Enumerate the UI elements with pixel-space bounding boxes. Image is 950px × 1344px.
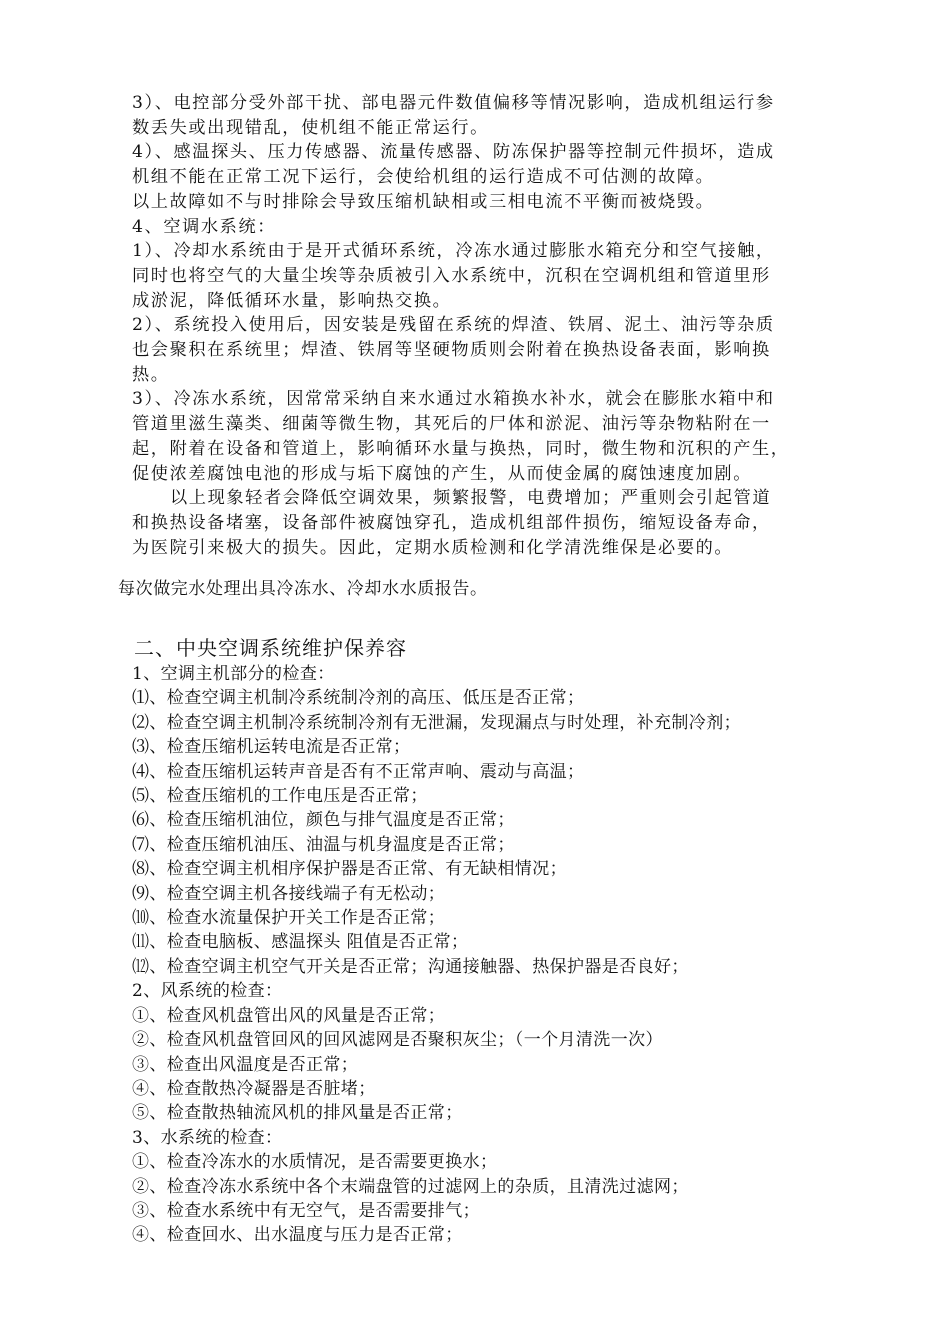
text-line: 促使浓差腐蚀电池的形成与垢下腐蚀的产生，从而使金属的腐蚀速度加剧。 [132, 463, 752, 484]
text-line: 4）、感温探头、压力传感器、流量传感器、防冻保护器等控制元件损坏，造成 [132, 142, 775, 163]
list-item: ①、检查风机盘管出风的风量是否正常； [132, 1005, 446, 1026]
list-item: ⑤、检查散热轴流风机的排风量是否正常； [132, 1103, 463, 1124]
list-item: ⑻、检查空调主机相序保护器是否正常、有无缺相情况； [132, 859, 567, 880]
list-item: ⑵、检查空调主机制冷系统制冷剂有无泄漏，发现漏点与时处理，补充制冷剂； [132, 712, 741, 733]
list-item: ③、检查出风温度是否正常； [132, 1054, 359, 1075]
text-line: 数丢失或出现错乱，使机组不能正常运行。 [132, 117, 489, 138]
text-line: 3）、冷冻水系统，因常常采纳自来水通过水箱换水补水，就会在膨胀水箱中和 [132, 389, 775, 410]
list-item: ⑼、检查空调主机各接线端子有无松动； [132, 883, 446, 904]
subsection-title: 3、水系统的检查： [132, 1127, 283, 1148]
text-line: 为医院引来极大的损失。因此，定期水质检测和化学清洗维保是必要的。 [132, 537, 734, 558]
section2-body [132, 662, 852, 1248]
section-heading: 二、中央空调系统维护保养容 [134, 636, 407, 660]
text-line: 起，附着在设备和管道上，影响循环水量与换热，同时，微生物和沉积的产生， [132, 438, 790, 459]
list-item: ②、检查风机盘管回风的回风滤网是否聚积灰尘；（一个月清洗一次） [132, 1030, 663, 1051]
section1-body [132, 91, 832, 560]
text-line: 成淤泥，降低循环水量，影响热交换。 [132, 290, 452, 311]
text-line: 以上现象轻者会降低空调效果，频繁报警，电费增加；严重则会引起管道 [170, 488, 772, 509]
list-item: ①、检查冷冻水的水质情况，是否需要更换水； [132, 1152, 498, 1173]
list-item: ④、检查回水、出水温度与压力是否正常； [132, 1225, 463, 1246]
list-item: ④、检查散热冷凝器是否脏堵； [132, 1078, 376, 1099]
list-item: ⑾、检查电脑板、感温探头 阻值是否正常； [132, 932, 469, 953]
list-item: ⑺、检查压缩机油压、油温与机身温度是否正常； [132, 834, 515, 855]
text-line: 管道里滋生藻类、细菌等微生物，其死后的尸体和淤泥、油污等杂物粘附在一 [132, 414, 771, 435]
subsection-title: 1、空调主机部分的检查： [132, 664, 335, 684]
list-item: ⑶、检查压缩机运转电流是否正常； [132, 737, 411, 758]
list-item: ②、检查冷冻水系统中各个末端盘管的过滤网上的杂质，且清洗过滤网； [132, 1176, 689, 1197]
list-item: ⑹、检查压缩机油位，颜色与排气温度是否正常； [132, 810, 515, 831]
list-item: ⑽、检查水流量保护开关工作是否正常； [132, 908, 446, 929]
list-item: ⑿、检查空调主机空气开关是否正常；沟通接触器、热保护器是否良好； [132, 956, 689, 977]
water-report-note: 每次做完水处理出具冷冻水、冷却水水质报告。 [118, 579, 488, 599]
text-line: 以上故障如不与时排除会导致压缩机缺相或三相电流不平衡而被烧毁。 [132, 191, 715, 212]
list-item: ⑴、检查空调主机制冷系统制冷剂的高压、低压是否正常； [132, 688, 585, 709]
text-line: 机组不能在正常工况下运行，会使给机组的运行造成不可估测的故障。 [132, 167, 715, 188]
text-line: 热。 [132, 364, 170, 385]
text-line: 3）、电控部分受外部干扰、部电器元件数值偏移等情况影响，造成机组运行参 [132, 93, 775, 113]
text-line: 1）、冷却水系统由于是开式循环系统，冷冻水通过膨胀水箱充分和空气接触， [132, 241, 775, 262]
subsection-title: 2、风系统的检查： [132, 981, 283, 1002]
text-line: 和换热设备堵塞，设备部件被腐蚀穿孔，造成机组部件损伤，缩短设备寿命， [132, 512, 771, 533]
list-item: ⑸、检查压缩机的工作电压是否正常； [132, 786, 428, 807]
text-line: 2）、系统投入使用后，因安装是残留在系统的焊渣、铁屑、泥土、油污等杂质 [132, 315, 775, 336]
list-item: ③、检查水系统中有无空气，是否需要排气； [132, 1200, 480, 1221]
text-line: 也会聚积在系统里；焊渣、铁屑等坚硬物质则会附着在换热设备表面，影响换 [132, 340, 771, 361]
subsection-title: 4、空调水系统： [132, 216, 277, 237]
text-line: 同时也将空气的大量尘埃等杂质被引入水系统中，沉积在空调机组和管道里形 [132, 265, 771, 286]
list-item: ⑷、检查压缩机运转声音是否有不正常声响、震动与高温； [132, 761, 585, 782]
